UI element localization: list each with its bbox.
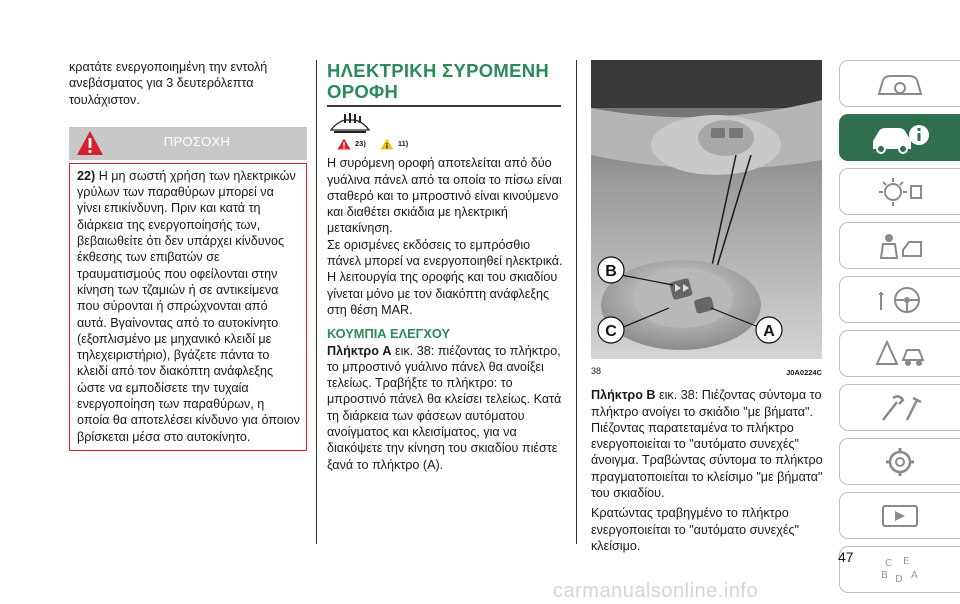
note-ref: 11): [397, 139, 409, 148]
figure-number: 38: [591, 366, 602, 376]
left-column: [69, 59, 307, 451]
heading-rule: [327, 105, 561, 107]
chapter-tabs: [839, 60, 960, 600]
button-a-label: Πλήκτρο A: [327, 343, 392, 358]
figure-caption: [591, 363, 822, 381]
watermark: carmanualsonline.info: [553, 580, 759, 602]
car-safety-icon: [873, 230, 927, 262]
callout-a: A: [763, 323, 775, 340]
warning-ref-icon: [337, 138, 351, 150]
tab-getting-to-know-car[interactable]: [839, 114, 960, 161]
paragraph-4: [327, 343, 565, 473]
references: [337, 136, 565, 152]
technical-data-icon: [873, 446, 927, 478]
warning-number: 22): [77, 168, 96, 183]
tab-safety[interactable]: [839, 222, 960, 269]
button-b-label: Πλήκτρο B: [591, 388, 656, 403]
paragraph-2: Σε ορισμένες εκδόσεις το εμπρόσθιο πάνελ μπορεί να ενεργοποιηθεί ηλεκτρικά.: [327, 237, 563, 269]
subheading: ΚΟΥΜΠΙΑ ΕΛΕΓΧΟΥ: [327, 326, 451, 342]
paragraph-b2: Κρατώντας τραβηγμένο το πλήκτρο ενεργοποιείται το "αυτόματο συνεχές" κλείσιμο.: [591, 506, 799, 553]
car-breakdown-icon: [873, 338, 927, 370]
button-b-text: εικ. 38: Πιέζοντας σύντομα το πλήκτρο ανοίγει το σκιάδιο "με βήματα". Πιέζοντας παρατεταμένα το πλήκτρο ενεργοποιείται το "αυτόματο συνεχές" άνοιγμα. Τραβώντας σύντομα το πλήκτρο πραγματοποιείται το κλείσιμο "με βήματα" του σκιαδίου.: [591, 388, 823, 501]
column-divider: [576, 60, 577, 544]
right-column: [591, 60, 831, 554]
maintenance-tools-icon: [873, 392, 927, 424]
intro-text: κρατάτε ενεργοποιημένη την εντολή ανεβάσματος για 3 δευτερόλεπτα τουλάχιστον.: [69, 60, 268, 107]
car-info-icon: [869, 121, 931, 155]
figure-38-photo: [591, 60, 822, 359]
sunroof-icon: [329, 112, 371, 134]
figure-code: J0A0224C: [786, 368, 822, 377]
paragraph-3: Η λειτουργία της οροφής και του σκιαδίου γίνεται μόνο με τον διακόπτη ανάφλεξης στη θέση MAR.: [327, 270, 558, 317]
svg-text:B: B: [881, 569, 888, 581]
svg-text:C: C: [885, 557, 892, 569]
tab-warning-lights[interactable]: [839, 168, 960, 215]
note-ref-icon: [380, 138, 394, 150]
car-dashboard-icon: [873, 68, 927, 100]
roof-console-illustration: [591, 60, 822, 359]
middle-column: [327, 60, 565, 473]
tab-multimedia[interactable]: [839, 492, 960, 539]
button-a-text: εικ. 38: πιέζοντας το πλήκτρο, το μπροστινό γυάλινο πάνελ θα ανοίξει τελείως. Τραβήξτε το πλήκτρο: το μπροστινό πάνελ θα κλείσει τελείως. Κατά τη διάρκεια των φάσεων αυτόματου ανοίγματος και κλεισίματος, για να διακόψετε την κίνηση του σκιαδίου πιέστε ξανά το πλήκτρο (A).: [327, 343, 562, 472]
tab-dashboard[interactable]: [839, 60, 960, 107]
svg-text:E: E: [903, 555, 910, 567]
svg-text:D: D: [895, 573, 903, 585]
warning-lights-icon: [873, 176, 927, 208]
alphabetical-index-icon: [873, 552, 927, 588]
steering-wheel-icon: [873, 284, 927, 316]
warning-ref: 23): [355, 139, 366, 148]
tab-technical-data[interactable]: [839, 438, 960, 485]
section-heading: ΗΛΕΚΤΡΙΚΗ ΣΥΡΟΜΕΝΗ ΟΡΟΦΗ: [327, 60, 550, 102]
paragraph-1: Η συρόμενη οροφή αποτελείται από δύο γυάλινα πάνελ από τα οποία το πίσω είναι σταθερό και το μπροστινό είναι κινούμενο και διαθέτει σκιάδια με ηλεκτρική μετακίνηση.: [327, 156, 562, 236]
warning-header: [69, 127, 307, 160]
tab-index[interactable]: [839, 546, 960, 593]
tab-starting-driving[interactable]: [839, 276, 960, 323]
svg-text:i: i: [385, 142, 389, 151]
paragraph-b: [591, 387, 831, 501]
warning-text: Η μη σωστή χρήση των ηλεκτρικών γρύλων των παραθύρων μπορεί να γίνει επικίνδυνη. Πριν και κατά τη διάρκεια της ενεργοποίησής των, βεβαιωθείτε ότι δεν υπάρχει κίνδυνος έκθεσης των επιβατών σε τραυματισμούς που οφείλονται στην κίνηση των τζαμιών ή σε αντικείμενα που σύρονται ή σπρώχνονται από αυτά. Βγαίνοντας από το αυτοκίνητο (εξοπλισμένο με μηχανικό κλειδί με τηλεχειριστήριο), βγάζετε πάντα το κλειδί από τον διακόπτη ανάφλεξης ώστε να εμποδίσετε την τυχαία ενεργοποίηση των παραθύρων, η οποία θα αποτελέσει κίνδυνο για όποιον βρίσκεται μέσα στο αυτοκίνητο.: [77, 168, 300, 444]
svg-text:A: A: [911, 569, 918, 581]
callout-c: C: [605, 323, 617, 340]
warning-title: ΠΡΟΣΟΧΗ: [163, 133, 231, 149]
column-divider: [316, 60, 317, 544]
tab-emergency[interactable]: [839, 330, 960, 377]
multimedia-icon: [873, 500, 927, 532]
callout-b: B: [605, 263, 617, 280]
warning-box: [69, 163, 307, 451]
tab-servicing[interactable]: [839, 384, 960, 431]
page-number: 47: [838, 549, 854, 565]
